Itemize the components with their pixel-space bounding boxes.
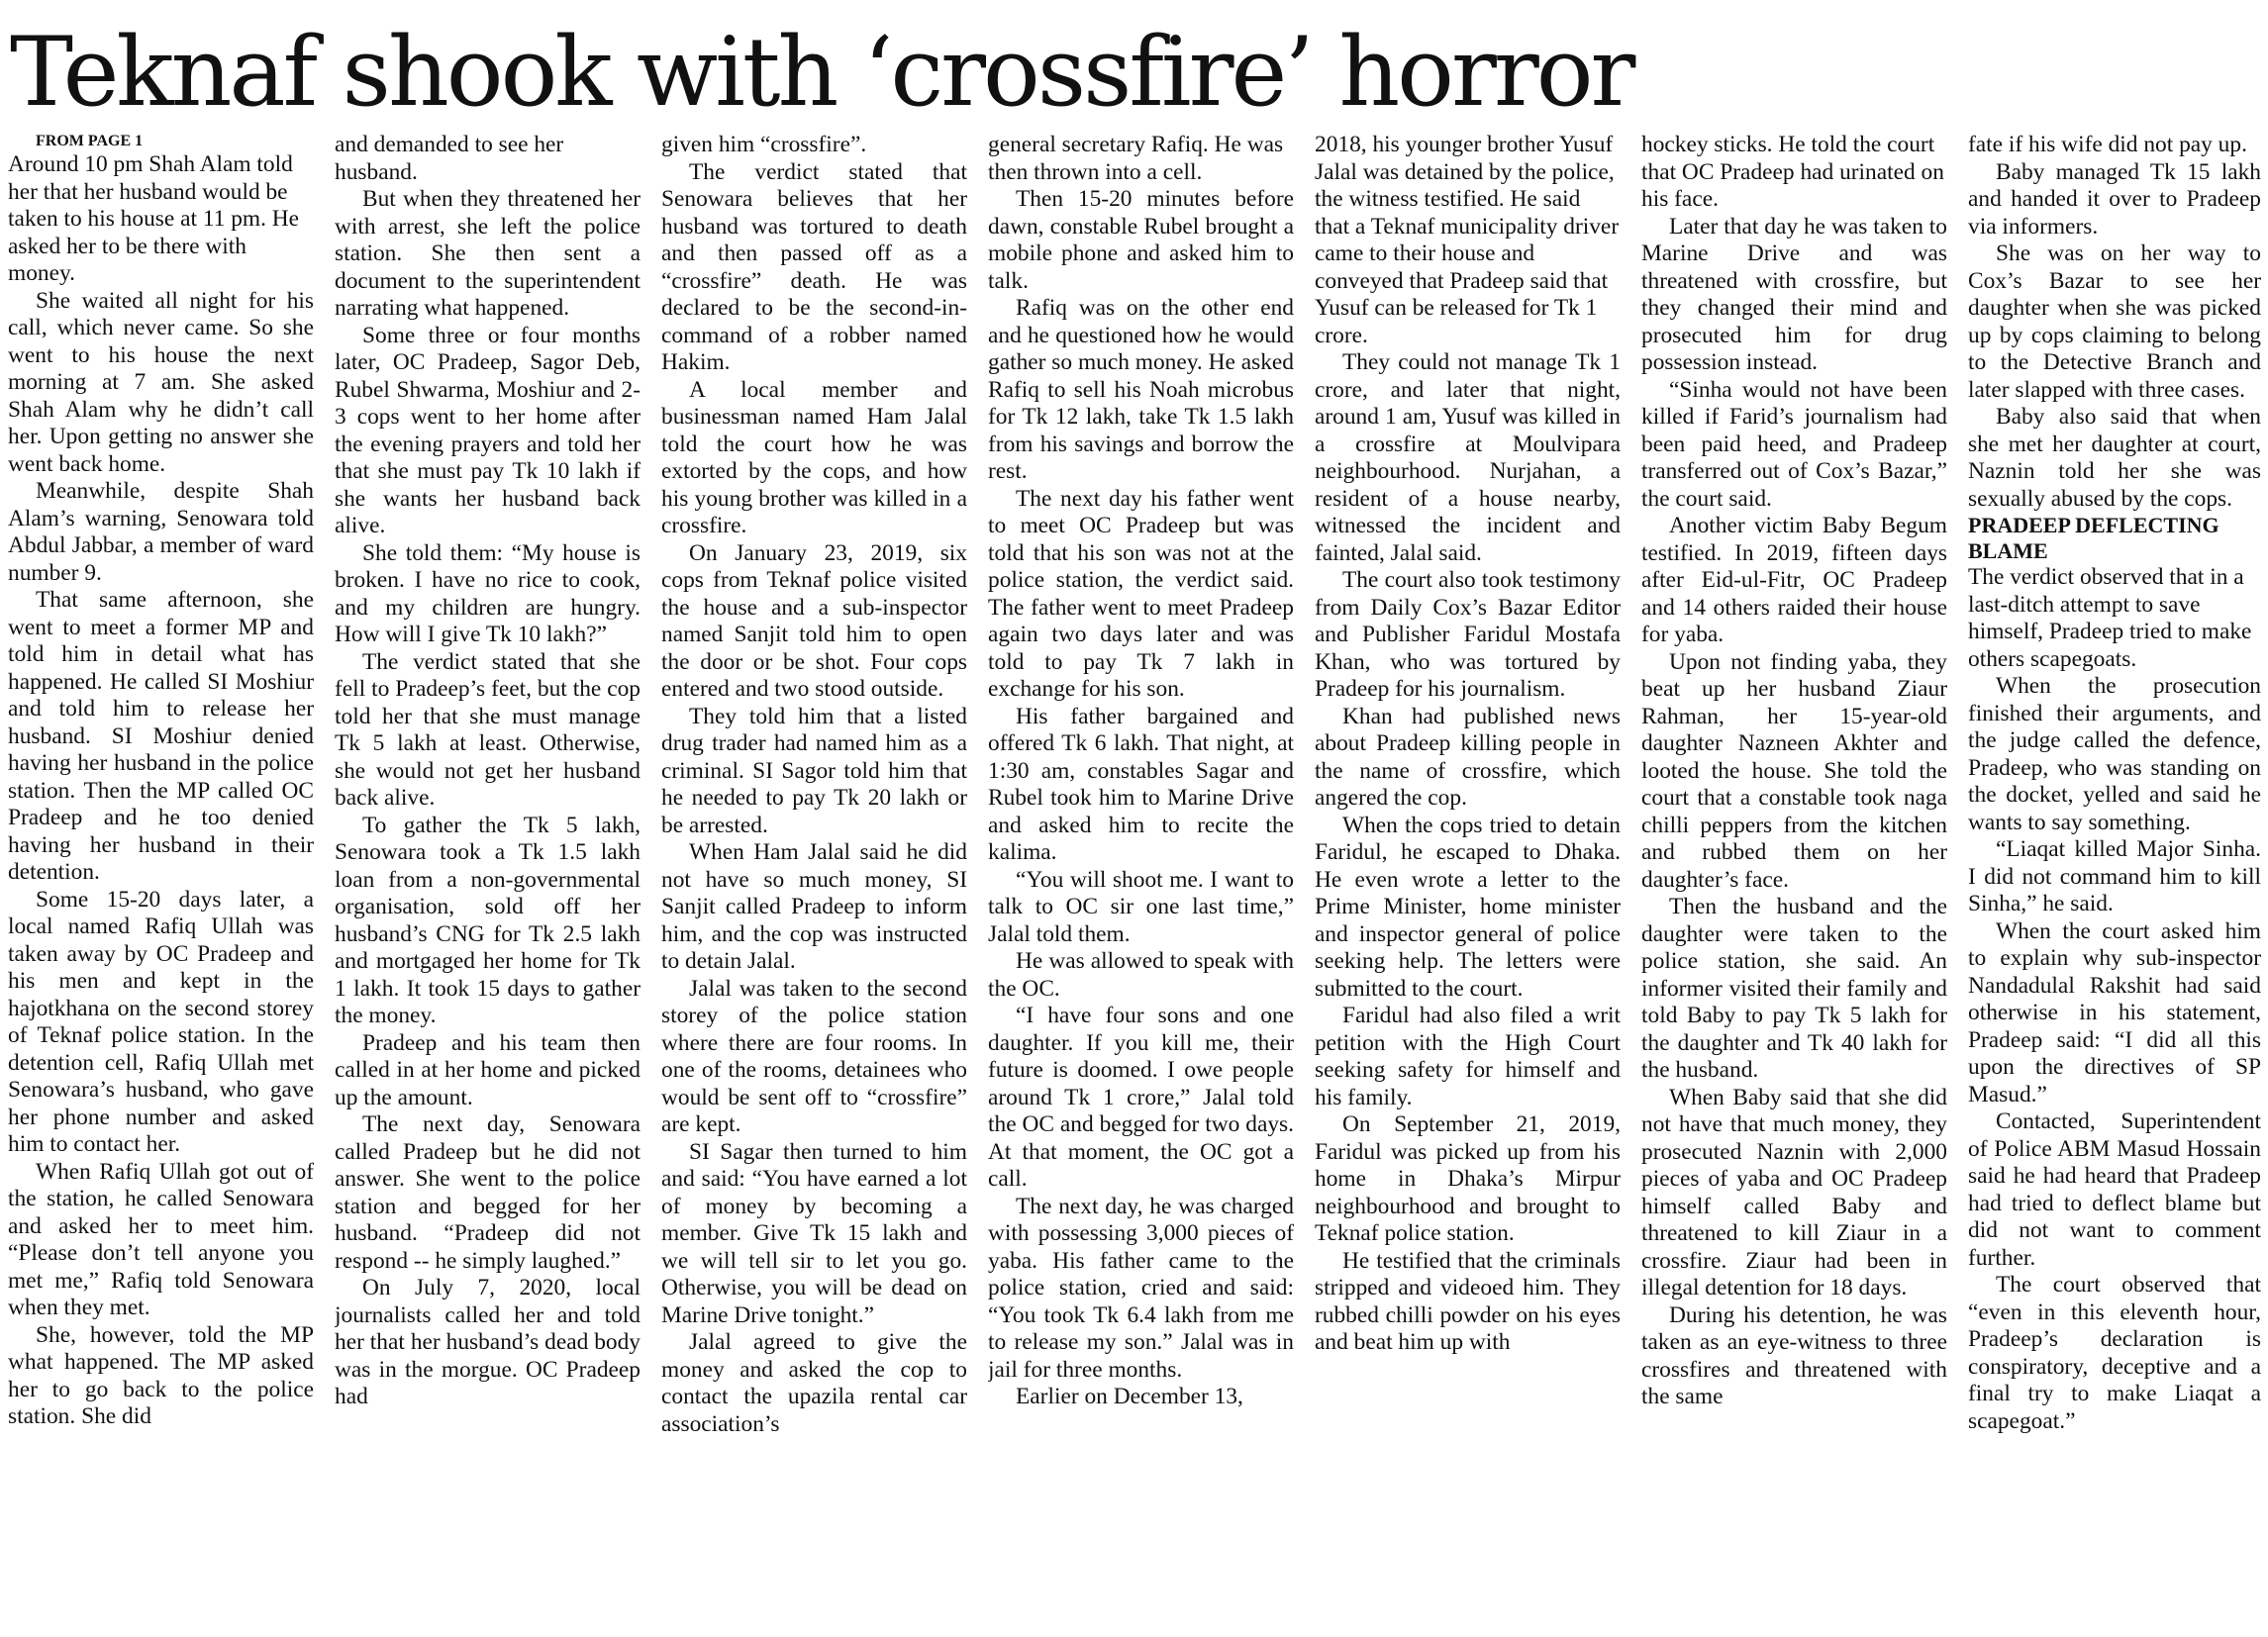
paragraph: SI Sagar then turned to him and said: “You have earned a lot of money by becoming a member. Give Tk 15 lakh and we will tell sir to let you go. Otherwise, you will be dead on Marine Drive tonight.” (661, 1138, 967, 1328)
paragraph: To gather the Tk 5 lakh, Senowara took a Tk 1.5 lakh loan from a non-governmental organisation, sold off her husband’s CNG for Tk 2.5 lakh and mortgaged her home for Tk 1 lakh. It took 15 days to gather the money. (335, 812, 641, 1028)
paragraph: The next day, Senowara called Pradeep but he did not answer. She went to the police station and begged for her husband. “Pradeep did not respond -- he simply laughed.” (335, 1111, 641, 1274)
paragraph: Earlier on December 13, (1016, 1384, 1243, 1409)
paragraph: Baby managed Tk 15 lakh and handed it over to Pradeep via informers. (1968, 158, 2261, 240)
paragraph: She waited all night for his call, which never came. So she went to his house the next morning at 7 am. She asked Shah Alam why he didn’t call her. Upon getting no answer she went back home. (8, 287, 314, 477)
paragraph: On September 21, 2019, Faridul was picked up from his home in Dhaka’s Mirpur neighbourhood and brought to Teknaf police station. (1315, 1111, 1621, 1246)
paragraph: “Liaqat killed Major Sinha. I did not command him to kill Sinha,” he said. (1968, 836, 2261, 916)
paragraph: Faridul had also filed a writ petition with the High Court seeking safety for himself and his family. (1315, 1003, 1621, 1110)
paragraph: When Ham Jalal said he did not have so much money, SI Sanjit called Pradeep to inform him, and the cop was instructed to detain Jalal. (661, 839, 967, 974)
paragraph: Some three or four months later, OC Pradeep, Sagor Deb, Rubel Shwarma, Moshiur and 2-3 cops went to her home after the evening prayers and told her that she must pay Tk 10 lakh if she wants her husband back alive. (335, 322, 641, 538)
article-column-6 (1641, 132, 1947, 1631)
paragraph: On January 23, 2019, six cops from Teknaf police visited the house and a sub-inspector named Sanjit told him to open the door or be shot. Four cops entered and two stood outside. (661, 539, 967, 702)
article-column-1 (8, 132, 314, 1631)
paragraph: and demanded to see her husband. (335, 132, 564, 185)
paragraph: Contacted, Superintendent of Police ABM Masud Hossain said he had heard that Pradeep had tried to deflect blame but did not want to comment further. (1968, 1108, 2261, 1271)
paragraph: Jalal agreed to give the money and asked the cop to contact the upazila rental car association’s (661, 1329, 967, 1437)
paragraph: general secretary Rafiq. He was then thrown into a cell. (988, 132, 1284, 185)
paragraph: When Rafiq Ullah got out of the station, he called Senowara and asked her to meet him. “Please don’t tell anyone you met me,” Rafiq told Senowara when they met. (8, 1158, 314, 1320)
paragraph: fate if his wife did not pay up. (1968, 132, 2247, 157)
article-column-2 (335, 132, 641, 1631)
paragraph: They could not manage Tk 1 crore, and later that night, around 1 am, Yusuf was killed in a crossfire at Moulvipara neighbourhood. Nurjahan, a resident of a house nearby, witnessed the incident and fainted, Jalal said. (1315, 349, 1621, 566)
paragraph: A local member and businessman named Ham Jalal told the court how he was extorted by the cops, and how his young brother was killed in a crossfire. (661, 376, 967, 538)
paragraph: “I have four sons and one daughter. If you kill me, their future is doomed. I owe people around Tk 1 crore,” Jalal told the OC and begged for two days. At that moment, the OC got a call. (988, 1003, 1294, 1192)
paragraph: hockey sticks. He told the court that OC Pradeep had urinated on his face. (1641, 132, 1944, 212)
paragraph: The court also took testimony from Daily Cox’s Bazar Editor and Publisher Faridul Mostafa Khan, who was tortured by Pradeep for his journalism. (1315, 567, 1621, 702)
paragraph: On July 7, 2020, local journalists called her and told her that her husband’s dead body was in the morgue. OC Pradeep had (335, 1275, 641, 1409)
kicker: FROM PAGE 1 (36, 133, 144, 149)
article-body (8, 132, 2261, 1631)
paragraph: During his detention, he was taken as an eye-witness to three crossfires and threatened with the same (1641, 1301, 1947, 1409)
paragraph: Meanwhile, despite Shah Alam’s warning, Senowara told Abdul Jabbar, a member of ward number 9. (8, 478, 314, 586)
paragraph: Then the husband and the daughter were taken to the police station, she said. An informer visited their family and told Baby to pay Tk 5 lakh for the daughter and Tk 40 lakh for the husband. (1641, 894, 1947, 1083)
article-column-4 (988, 132, 1294, 1631)
paragraph: That same afternoon, she went to meet a former MP and told him in detail what has happened. He called SI Moshiur and told him to release her husband. SI Moshiur denied having her husband in the police station. Then the MP called OC Pradeep and he too denied having her husband in their detention. (8, 587, 314, 885)
paragraph: Jalal was taken to the second storey of the police station where there are four rooms. In one of the rooms, detainees who would be sent off to “crossfire” are kept. (661, 975, 967, 1137)
paragraph: 2018, his younger brother Yusuf Jalal was detained by the police, the witness testified. He said that a Teknaf municipality driver came to their house and conveyed that Pradeep said that Yusuf can be released for Tk 1 crore. (1315, 132, 1620, 348)
paragraph: She was on her way to Cox’s Bazar to see her daughter when she was picked up by cops claiming to belong to the Detective Branch and later slapped with three cases. (1968, 241, 2261, 403)
article-column-7 (1968, 132, 2261, 1631)
paragraph: When Baby said that she did not have that much money, they prosecuted Naznin with 2,000 pieces of yaba and OC Pradeep himself called Baby and threatened to kill Ziaur in a crossfire. Ziaur had been in illegal detention for 18 days. (1641, 1084, 1947, 1300)
article-column-5 (1315, 132, 1621, 1631)
paragraph: Then 15-20 minutes before dawn, constable Rubel brought a mobile phone and asked him to talk. (988, 186, 1294, 294)
paragraph: The next day, he was charged with possessing 3,000 pieces of yaba. His father came to the police station, cried and said: “You took Tk 6.4 lakh from me to release my son.” Jalal was in jail for three months. (988, 1193, 1294, 1383)
paragraph: She, however, told the MP what happened. The MP asked her to go back to the police station. She did (8, 1321, 314, 1429)
paragraph: He was allowed to speak with the OC. (988, 948, 1294, 1002)
paragraph: Later that day he was taken to Marine Drive and was threatened with crossfire, but they changed their mind and prosecuted him for drug possession instead. (1641, 213, 1947, 375)
paragraph: His father bargained and offered Tk 6 lakh. That night, at 1:30 am, constables Sagar and Rubel took him to Marine Drive and asked him to recite the kalima. (988, 703, 1294, 865)
paragraph: given him “crossfire”. (661, 132, 867, 157)
paragraph: The verdict stated that Senowara believes that her husband was tortured to death and then passed off as a “crossfire” death. He was declared to be the second-in-command of a robber named Hakim. (661, 158, 967, 375)
paragraph: Baby also said that when she met her daughter at court, Naznin told her she was sexually abused by the cops. (1968, 404, 2261, 512)
paragraph: The court observed that “even in this eleventh hour, Pradeep’s declaration is conspiratory, deceptive and a final try to make Liaqat a scapegoat.” (1968, 1272, 2261, 1434)
paragraph: When the prosecution finished their arguments, and the judge called the defence, Pradeep, who was standing on the docket, yelled and said he wants to say something. (1968, 673, 2261, 835)
paragraph: Upon not finding yaba, they beat up her husband Ziaur Rahman, her 15-year-old daughter Nazneen Akhter and looted the house. She told the court that a constable took naga chilli peppers from the kitchen and rubbed them on her daughter’s face. (1641, 648, 1947, 893)
paragraph: When the cops tried to detain Faridul, he escaped to Dhaka. He even wrote a letter to the Prime Minister, home minister and inspector general of police seeking help. The letters were submitted to the court. (1315, 812, 1621, 1002)
paragraph: “Sinha would not have been killed if Farid’s journalism had been paid heed, and Pradeep transferred out of Cox’s Bazar,” the court said. (1641, 376, 1947, 512)
paragraph: Khan had published news about Pradeep killing people in the name of crossfire, which angered the cop. (1315, 703, 1621, 811)
paragraph: She told them: “My house is broken. I have no rice to cook, and my children are hungry. How will I give Tk 10 lakh?” (335, 539, 641, 647)
paragraph: But when they threatened her with arrest, she left the police station. She then sent a document to the superintendent narrating what happened. (335, 186, 641, 321)
paragraph: The next day his father went to meet OC Pradeep but was told that his son was not at the police station, the verdict said. The father went to meet Pradeep again two days later and was told to pay Tk 7 lakh in exchange for his son. (988, 485, 1294, 702)
paragraph: The verdict observed that in a last-ditch attempt to save himself, Pradeep tried to make others scapegoats. (1968, 564, 2252, 672)
paragraph: Rafiq was on the other end and he questioned how he would gather so much money. He asked Rafiq to sell his Noah microbus for Tk 12 lakh, take Tk 1.5 lakh from his savings and borrow the rest. (988, 295, 1294, 484)
paragraph: Pradeep and his team then called in at her home and picked up the amount. (335, 1029, 641, 1110)
paragraph: Another victim Baby Begum testified. In 2019, fifteen days after Eid-ul-Fitr, OC Pradeep and 14 others raided their house for yaba. (1641, 513, 1947, 647)
subhead: PRADEEP DEFLECTING BLAME (1968, 513, 2219, 563)
paragraph: He testified that the criminals stripped and videoed him. They rubbed chilli powder on his eyes and beat him up with (1315, 1247, 1621, 1355)
paragraph: “You will shoot me. I want to talk to OC sir one last time,” Jalal told them. (988, 866, 1294, 947)
paragraph: Some 15-20 days later, a local named Rafiq Ullah was taken away by OC Pradeep and his men and kept in the hajotkhana on the second storey of Teknaf police station. In the detention cell, Rafiq Ullah met Senowara’s husband, who gave her phone number and asked him to contact her. (8, 886, 314, 1157)
headline: Teknaf shook with ‘crossfire’ horror (10, 17, 1633, 128)
paragraph: They told him that a listed drug trader had named him as a criminal. SI Sagor told him that he needed to pay Tk 20 lakh or be arrested. (661, 703, 967, 838)
paragraph: Around 10 pm Shah Alam told her that her husband would be taken to his house at 11 pm. He asked her to be there with money. (8, 151, 300, 286)
paragraph: The verdict stated that she fell to Pradeep’s feet, but the cop told her that she must manage Tk 5 lakh at least. Otherwise, she would not get her husband back alive. (335, 648, 641, 811)
paragraph: When the court asked him to explain why sub-inspector Nandadulal Rakshit had said otherwise in his statement, Pradeep said: “I did all this upon the directives of SP Masud.” (1968, 917, 2261, 1107)
article-column-3 (661, 132, 967, 1631)
